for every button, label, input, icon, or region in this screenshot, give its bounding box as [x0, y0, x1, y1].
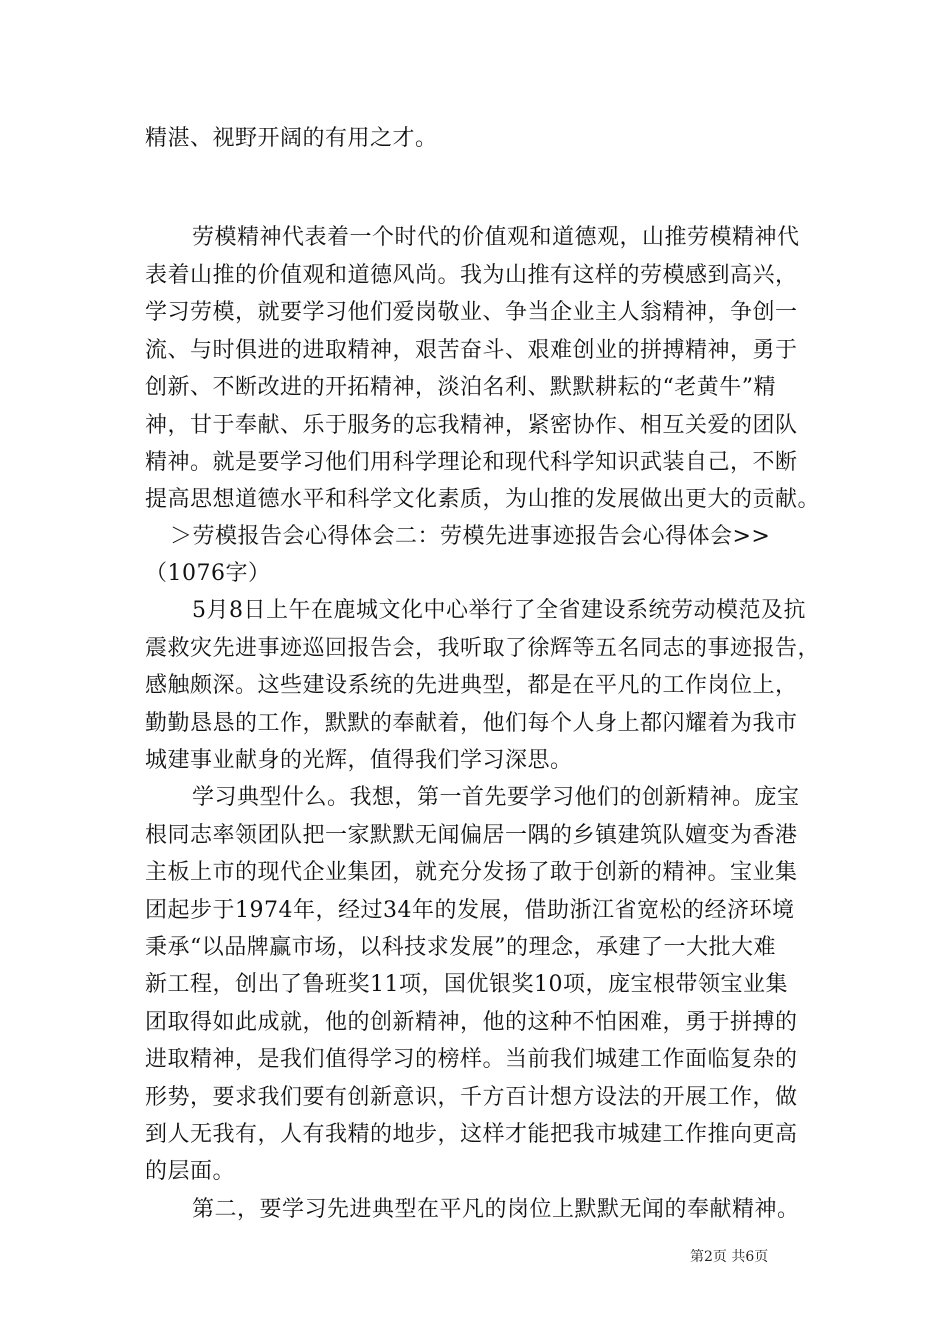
text-line: 流、与时俱进的进取精神，艰苦奋斗、艰难创业的拼搏精神，勇于	[145, 338, 798, 363]
text-line: 表着山推的价值观和道德风尚。我为山推有这样的劳模感到高兴，	[145, 263, 798, 288]
text-line: 精神。就是要学习他们用科学理论和现代科学知识武装自己，不断	[145, 450, 798, 475]
text-line: 第二，要学习先进典型在平凡的岗位上默默无闻的奉献精神。	[192, 1197, 800, 1222]
related-article-link[interactable]: ＞劳模报告会心得体会二：劳模先进事迹报告会心得体会>>	[170, 524, 771, 549]
text-line: 勤勤恳恳的工作，默默的奉献着，他们每个人身上都闪耀着为我市	[145, 711, 798, 736]
text-line: 震救灾先进事迹巡回报告会，我听取了徐辉等五名同志的事迹报告，	[145, 636, 821, 661]
text-line: 团取得如此成就，他的创新精神，他的这种不怕困难，勇于拼搏的	[145, 1010, 798, 1035]
text-line: 提高思想道德水平和科学文化素质，为山推的发展做出更大的贡献。	[145, 487, 821, 512]
text-line: 的层面。	[145, 1159, 236, 1184]
text-line: 感触颇深。这些建设系统的先进典型，都是在平凡的工作岗位上，	[145, 673, 798, 698]
page-number: 第2页 共6页	[690, 1249, 769, 1265]
text-line: 学习典型什么。我想，第一首先要学习他们的创新精神。庞宝	[192, 785, 800, 810]
text-line: 根同志率领团队把一家默默无闻偏居一隅的乡镇建筑队嬗变为香港	[145, 823, 798, 848]
text-line: 进取精神，是我们值得学习的榜样。当前我们城建工作面临复杂的	[145, 1047, 798, 1072]
text-line: 精湛、视野开阔的有用之才。	[145, 126, 438, 151]
text-line: 形势，要求我们要有创新意识，千方百计想方设法的开展工作，做	[145, 1085, 798, 1110]
text-line: 城建事业献身的光辉，值得我们学习深思。	[145, 748, 573, 773]
text-line: 5月8日上午在鹿城文化中心举行了全省建设系统劳动模范及抗	[192, 598, 806, 623]
text-line: 到人无我有，人有我精的地步，这样才能把我市城建工作推向更高	[145, 1122, 798, 1147]
text-line: 主板上市的现代企业集团，就充分发扬了敢于创新的精神。宝业集	[145, 860, 798, 885]
text-line: 新工程，创出了鲁班奖11项，国优银奖10项，庞宝根带领宝业集	[145, 972, 788, 997]
text-line: 神，甘于奉献、乐于服务的忘我精神，紧密协作、相互关爱的团队	[145, 413, 798, 438]
text-line: 劳模精神代表着一个时代的价值观和道德观，山推劳模精神代	[192, 225, 800, 250]
text-line: 创新、不断改进的开拓精神，淡泊名利、默默耕耘的“老黄牛”精	[145, 375, 776, 400]
text-line: 秉承“以品牌赢市场，以科技求发展”的理念，承建了一大批大难	[145, 935, 776, 960]
word-count: （1076字）	[145, 561, 271, 586]
text-line: 学习劳模，就要学习他们爱岗敬业、争当企业主人翁精神，争创一	[145, 300, 798, 325]
text-line: 团起步于1974年，经过34年的发展，借助浙江省宽松的经济环境	[145, 898, 795, 923]
